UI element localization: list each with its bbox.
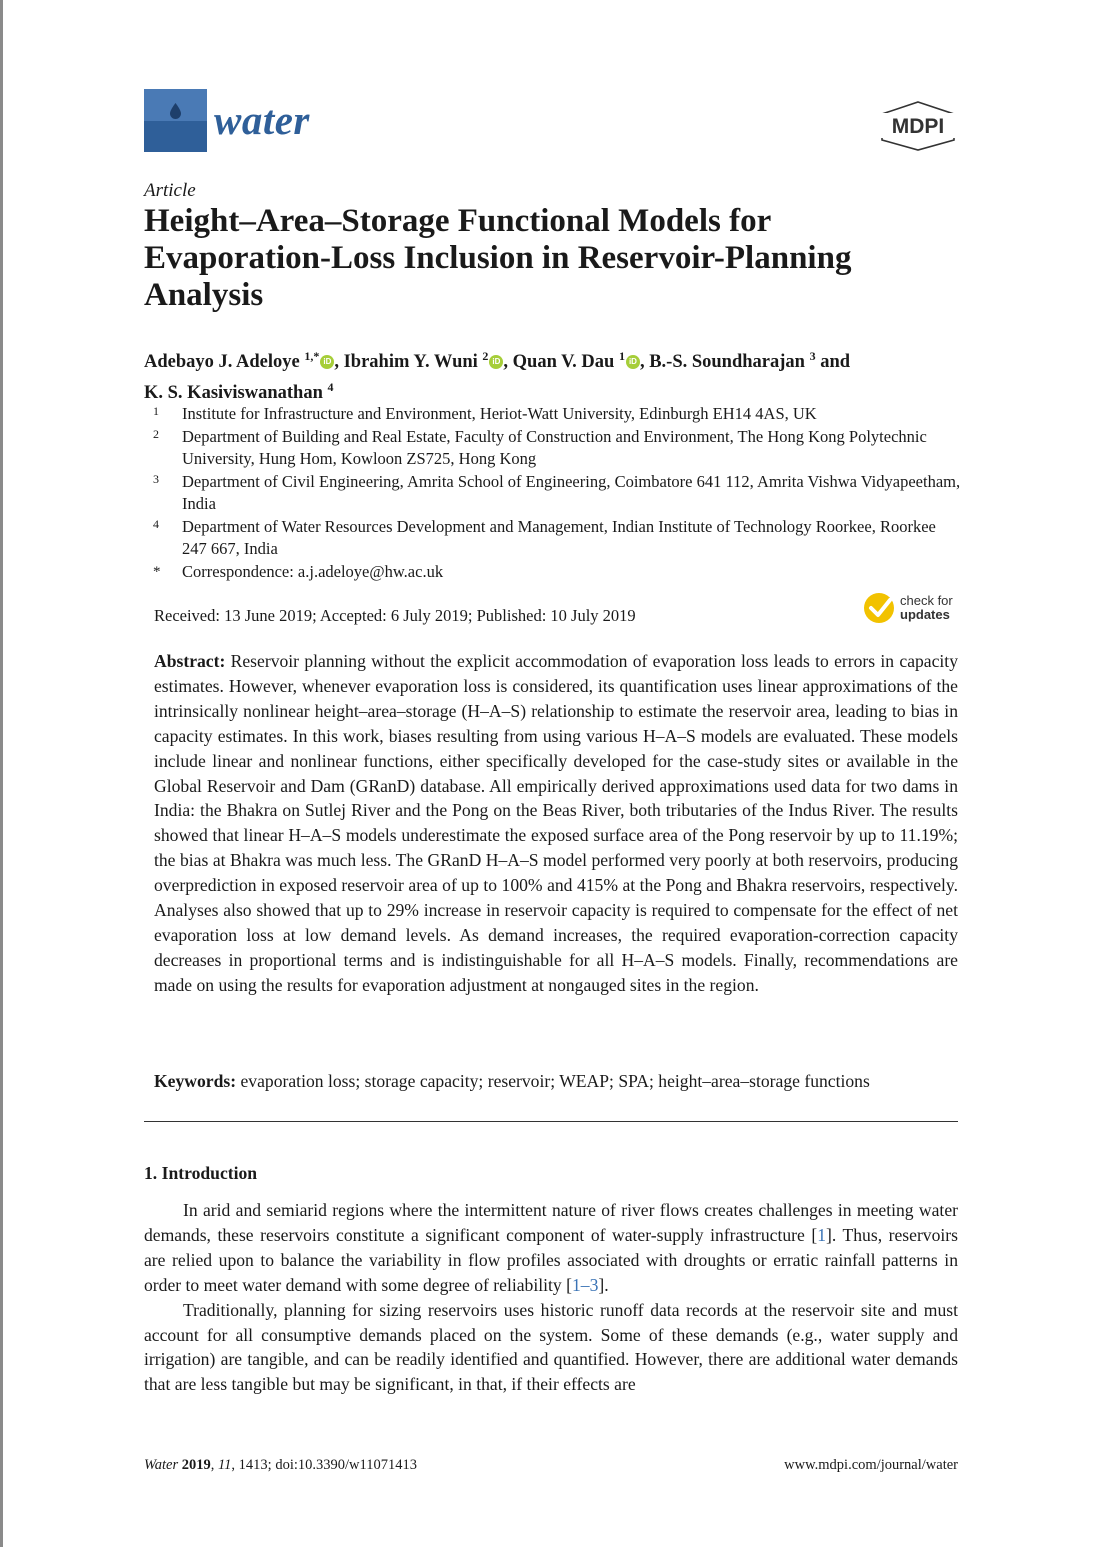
section-heading: 1. Introduction (144, 1163, 258, 1183)
citation-link[interactable]: 1 (817, 1224, 827, 1245)
article-type: Article (144, 180, 196, 201)
citation-footer: Water 2019, 11, 1413; doi:10.3390/w11071413 (144, 1457, 417, 1473)
citation-link[interactable]: 3 (589, 1274, 599, 1295)
orcid-icon[interactable]: iD (320, 355, 334, 369)
affiliation-text: Institute for Infrastructure and Environment, Heriot-Watt University, Edinburgh EH14 4AS, UK (182, 404, 817, 423)
affiliation-number: 1 (153, 404, 159, 418)
page-edge (0, 0, 3, 1547)
affiliation-text: Department of Civil Engineering, Amrita School of Engineering, Coimbatore 641 112, Amrita Vishwa Vidyapeetham, India (182, 471, 961, 513)
affiliation-text: Department of Water Resources Development and Management, Indian Institute of Technology Roorkee, Roorkee 247 667, India (182, 516, 936, 558)
divider (144, 1121, 958, 1122)
affiliation-number: * (153, 563, 161, 580)
affiliation-item (144, 426, 964, 471)
author-affiliation-marker: 1,* (304, 349, 320, 363)
affiliation-text: Correspondence: a.j.adeloye@hw.ac.uk (182, 561, 444, 581)
check-mark-icon (868, 598, 892, 618)
publication-dates: Received: 13 June 2019; Accepted: 6 July 2019; Published: 10 July 2019 (154, 606, 636, 625)
citation-link[interactable]: 1 (571, 1274, 581, 1295)
author-affiliation-marker: 1 (618, 349, 625, 363)
author-name: Quan V. Dau (512, 352, 619, 373)
keywords (154, 1069, 958, 1094)
affiliation-item (144, 561, 964, 584)
author-affiliation-marker: 4 (327, 380, 334, 395)
journal-name: water (214, 97, 310, 143)
check-updates-line2: updates (900, 607, 950, 622)
affiliation-list (144, 403, 964, 583)
keywords-label: Keywords: (154, 1071, 237, 1091)
publisher-name: MDPI (891, 115, 945, 138)
introduction-body (144, 1198, 958, 1397)
abstract-text: Reservoir planning without the explicit accommodation of evaporation loss leads to errors in capacity estimates. However, whenever evaporation loss is considered, its quantification uses linear approximations of the intrinsically nonlinear height–area–storage (H–A–S) relationship to estimate the reservoir area, leading to bias in capacity estimates. In this work, biases resulting from using various H–A–S models are evaluated. These models include linear and nonlinear functions, either specifically developed for the case-study sites or available in the Global Reservoir and Dam (GRanD) database. All empirically derived approximations used data for two dams in India: the Bhakra on Sutlej River and the Pong on the Beas River, both tributaries of the Indus River. The results showed that linear H–A–S models underestimate the exposed surface area of the Pong reservoir by up to 11.19%; the bias at Bhakra was much less. The GRanD H–A–S model performed very poorly at both reservoirs, producing overprediction in exposed reservoir area of up to 100% and 415% at the Pong and Bhakra reservoirs, respectively. Analyses also showed that up to 29% increase in reservoir capacity is required to compensate for the effect of net evaporation loss at low demand levels. As demand increases, the required evaporation-correction capacity decreases in proportional terms and is indistinguishable for all H–A–S models. Finally, recommendations are made on using the results for evaporation adjustment at nongauged sites in the region. (154, 651, 958, 995)
affiliation-number: 2 (153, 426, 159, 441)
affiliation-text: Department of Building and Real Estate, Faculty of Construction and Environment, The Hong Kong Polytechnic University, Hung Hom, Kowloon ZS725, Hong Kong (182, 426, 927, 468)
author-affiliation-marker: 3 (809, 349, 816, 363)
author-name: Ibrahim Y. Wuni (343, 352, 483, 373)
paper-title: Height–Area–Storage Functional Models for Evaporation-Loss Inclusion in Reservoir-Planning Analysis (144, 203, 852, 313)
water-drop-icon (170, 103, 181, 119)
orcid-icon[interactable]: iD (489, 355, 503, 369)
author-list: Adebayo J. Adeloye $^{1,*}$ iD , Ibrahim Y. Wuni $^2$ iD , Quan V. Dau $^1$ iD , B.-S. Soundharajan $^3$ and K. S. Kasiviswanathan $^4$ (144, 349, 851, 404)
affiliation-item (144, 516, 964, 561)
check-for-updates-button[interactable] (862, 592, 962, 628)
affiliation-number: 4 (153, 516, 159, 531)
abstract (154, 649, 958, 998)
author-name: K. S. Kasiviswanathan (144, 383, 328, 404)
affiliation-item (144, 403, 964, 426)
journal-url[interactable]: www.mdpi.com/journal/water (784, 1457, 958, 1473)
orcid-icon[interactable]: iD (626, 355, 640, 369)
journal-logo (144, 89, 207, 152)
keywords-text: evaporation loss; storage capacity; reservoir; WEAP; SPA; height–area–storage functions (240, 1071, 870, 1091)
affiliation-item (144, 471, 964, 516)
paragraph: Traditionally, planning for sizing reservoirs uses historic runoff data records at the reservoir site and must account for all consumptive demands placed on the system. Some of these demands (e.g., water supply and irrigation) are tangible, and can be readily identified and quantified. However, there are additional water demands that are less tangible but may be significant, in that, if their effects are (144, 1299, 958, 1395)
paragraph: In arid and semiarid regions where the intermittent nature of river flows creates challenges in meeting water demands, these reservoirs constitute a significant component of water-supply infrastructure [1]. Thus, reservoirs are relied upon to balance the variability in flow profiles associated with droughts or erratic rainfall patterns in order to meet water demand with some degree of reliability [1–3]. (144, 1200, 958, 1295)
mdpi-logo (878, 100, 958, 152)
affiliation-number: 3 (153, 471, 159, 486)
check-updates-line1: check for (900, 593, 953, 608)
abstract-label: Abstract: (154, 651, 226, 671)
author-name: B.-S. Soundharajan (649, 352, 810, 373)
author-affiliation-marker: 2 (482, 349, 489, 363)
author-name: Adebayo J. Adeloye (144, 352, 305, 373)
